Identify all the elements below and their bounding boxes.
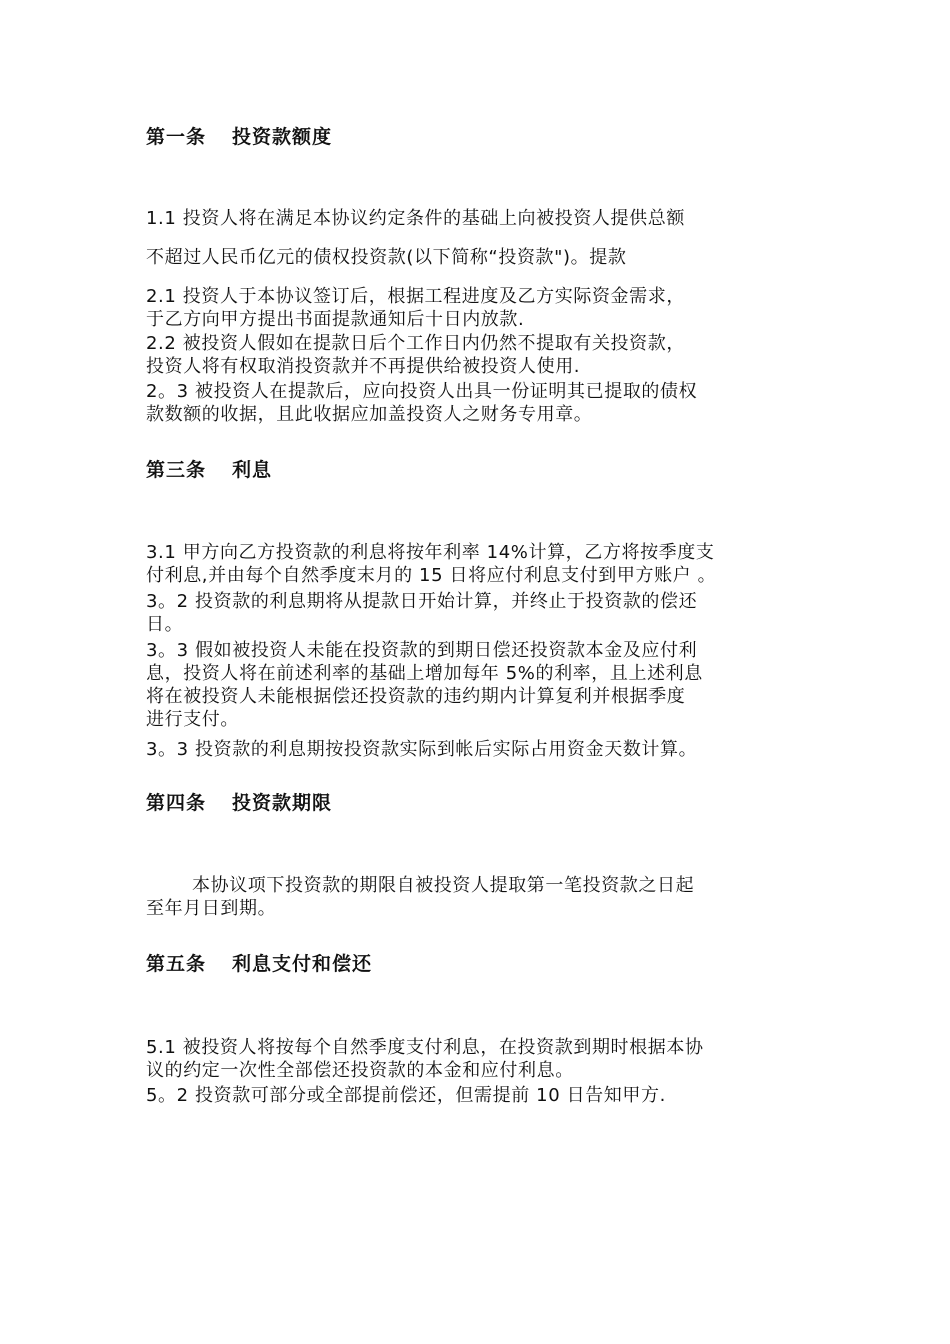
section-number: 第五条 bbox=[146, 953, 207, 975]
text-line: 息，投资人将在前述利率的基础上增加每年 5%的利率，且上述利息 bbox=[146, 663, 703, 684]
text-line: 3.1 甲方向乙方投资款的利息将按年利率 14%计算，乙方将按季度支 bbox=[146, 542, 715, 563]
paragraph-3-2 bbox=[146, 590, 816, 636]
text-line: 2.1 投资人于本协议签订后，根据工程进度及乙方实际资金需求， bbox=[146, 286, 685, 307]
text-line: 2.2 被投资人假如在提款日后个工作日内仍然不提取有关投资款， bbox=[146, 333, 685, 354]
paragraph-5-2 bbox=[146, 1084, 816, 1107]
section-title: 投资款额度 bbox=[232, 126, 333, 148]
section-number: 第四条 bbox=[146, 792, 207, 814]
text-line: 3。2 投资款的利息期将从提款日开始计算，并终止于投资款的偿还 bbox=[146, 591, 698, 612]
section-number: 第三条 bbox=[146, 459, 207, 481]
text-line: 款数额的收据，且此收据应加盖投资人之财务专用章。 bbox=[146, 404, 593, 425]
text-line: 日。 bbox=[146, 614, 184, 635]
paragraph-1-2 bbox=[146, 246, 816, 269]
text-line: 2。3 被投资人在提款后，应向投资人出具一份证明其已提取的债权 bbox=[146, 381, 698, 402]
text-line: 3。3 投资款的利息期按投资款实际到帐后实际占用资金天数计算。 bbox=[146, 739, 698, 760]
section-number: 第一条 bbox=[146, 126, 207, 148]
paragraph-5-1 bbox=[146, 1036, 816, 1082]
text-line: 进行支付。 bbox=[146, 709, 239, 730]
paragraph-3-4 bbox=[146, 738, 816, 761]
paragraph-2-3 bbox=[146, 380, 816, 426]
section-heading-3 bbox=[146, 458, 272, 482]
section-heading-1 bbox=[146, 125, 332, 149]
section-heading-5 bbox=[146, 952, 372, 976]
text-line: 至年月日到期。 bbox=[146, 898, 277, 919]
section-title: 利息 bbox=[232, 459, 273, 481]
text-line: 将在被投资人未能根据偿还投资款的违约期内计算复利并根据季度 bbox=[146, 686, 686, 707]
text-line: 议的约定一次性全部偿还投资款的本金和应付利息。 bbox=[146, 1060, 574, 1081]
paragraph-1-1 bbox=[146, 207, 816, 230]
text-line: 1.1 投资人将在满足本协议约定条件的基础上向被投资人提供总额 bbox=[146, 208, 685, 229]
text-line: 不超过人民币亿元的债权投资款(以下简称“投资款")。提款 bbox=[146, 247, 627, 268]
text-line: 于乙方向甲方提出书面提款通知后十日内放款. bbox=[146, 309, 525, 330]
text-line: 投资人将有权取消投资款并不再提供给被投资人使用. bbox=[146, 356, 581, 377]
text-line: 付利息,并由每个自然季度末月的 15 日将应付利息支付到甲方账户 。 bbox=[146, 565, 717, 586]
paragraph-2-1 bbox=[146, 285, 816, 331]
paragraph-4-1 bbox=[146, 874, 816, 920]
text-line: 本协议项下投资款的期限自被投资人提取第一笔投资款之日起 bbox=[192, 875, 695, 896]
section-heading-4 bbox=[146, 791, 332, 815]
paragraph-3-1 bbox=[146, 541, 816, 587]
paragraph-2-2 bbox=[146, 332, 816, 378]
text-line: 3。3 假如被投资人未能在投资款的到期日偿还投资款本金及应付利 bbox=[146, 640, 698, 661]
section-title: 利息支付和偿还 bbox=[232, 953, 373, 975]
text-line: 5.1 被投资人将按每个自然季度支付利息，在投资款到期时根据本协 bbox=[146, 1037, 704, 1058]
paragraph-3-3 bbox=[146, 639, 816, 731]
section-title: 投资款期限 bbox=[232, 792, 333, 814]
text-line: 5。2 投资款可部分或全部提前偿还，但需提前 10 日告知甲方. bbox=[146, 1085, 666, 1106]
